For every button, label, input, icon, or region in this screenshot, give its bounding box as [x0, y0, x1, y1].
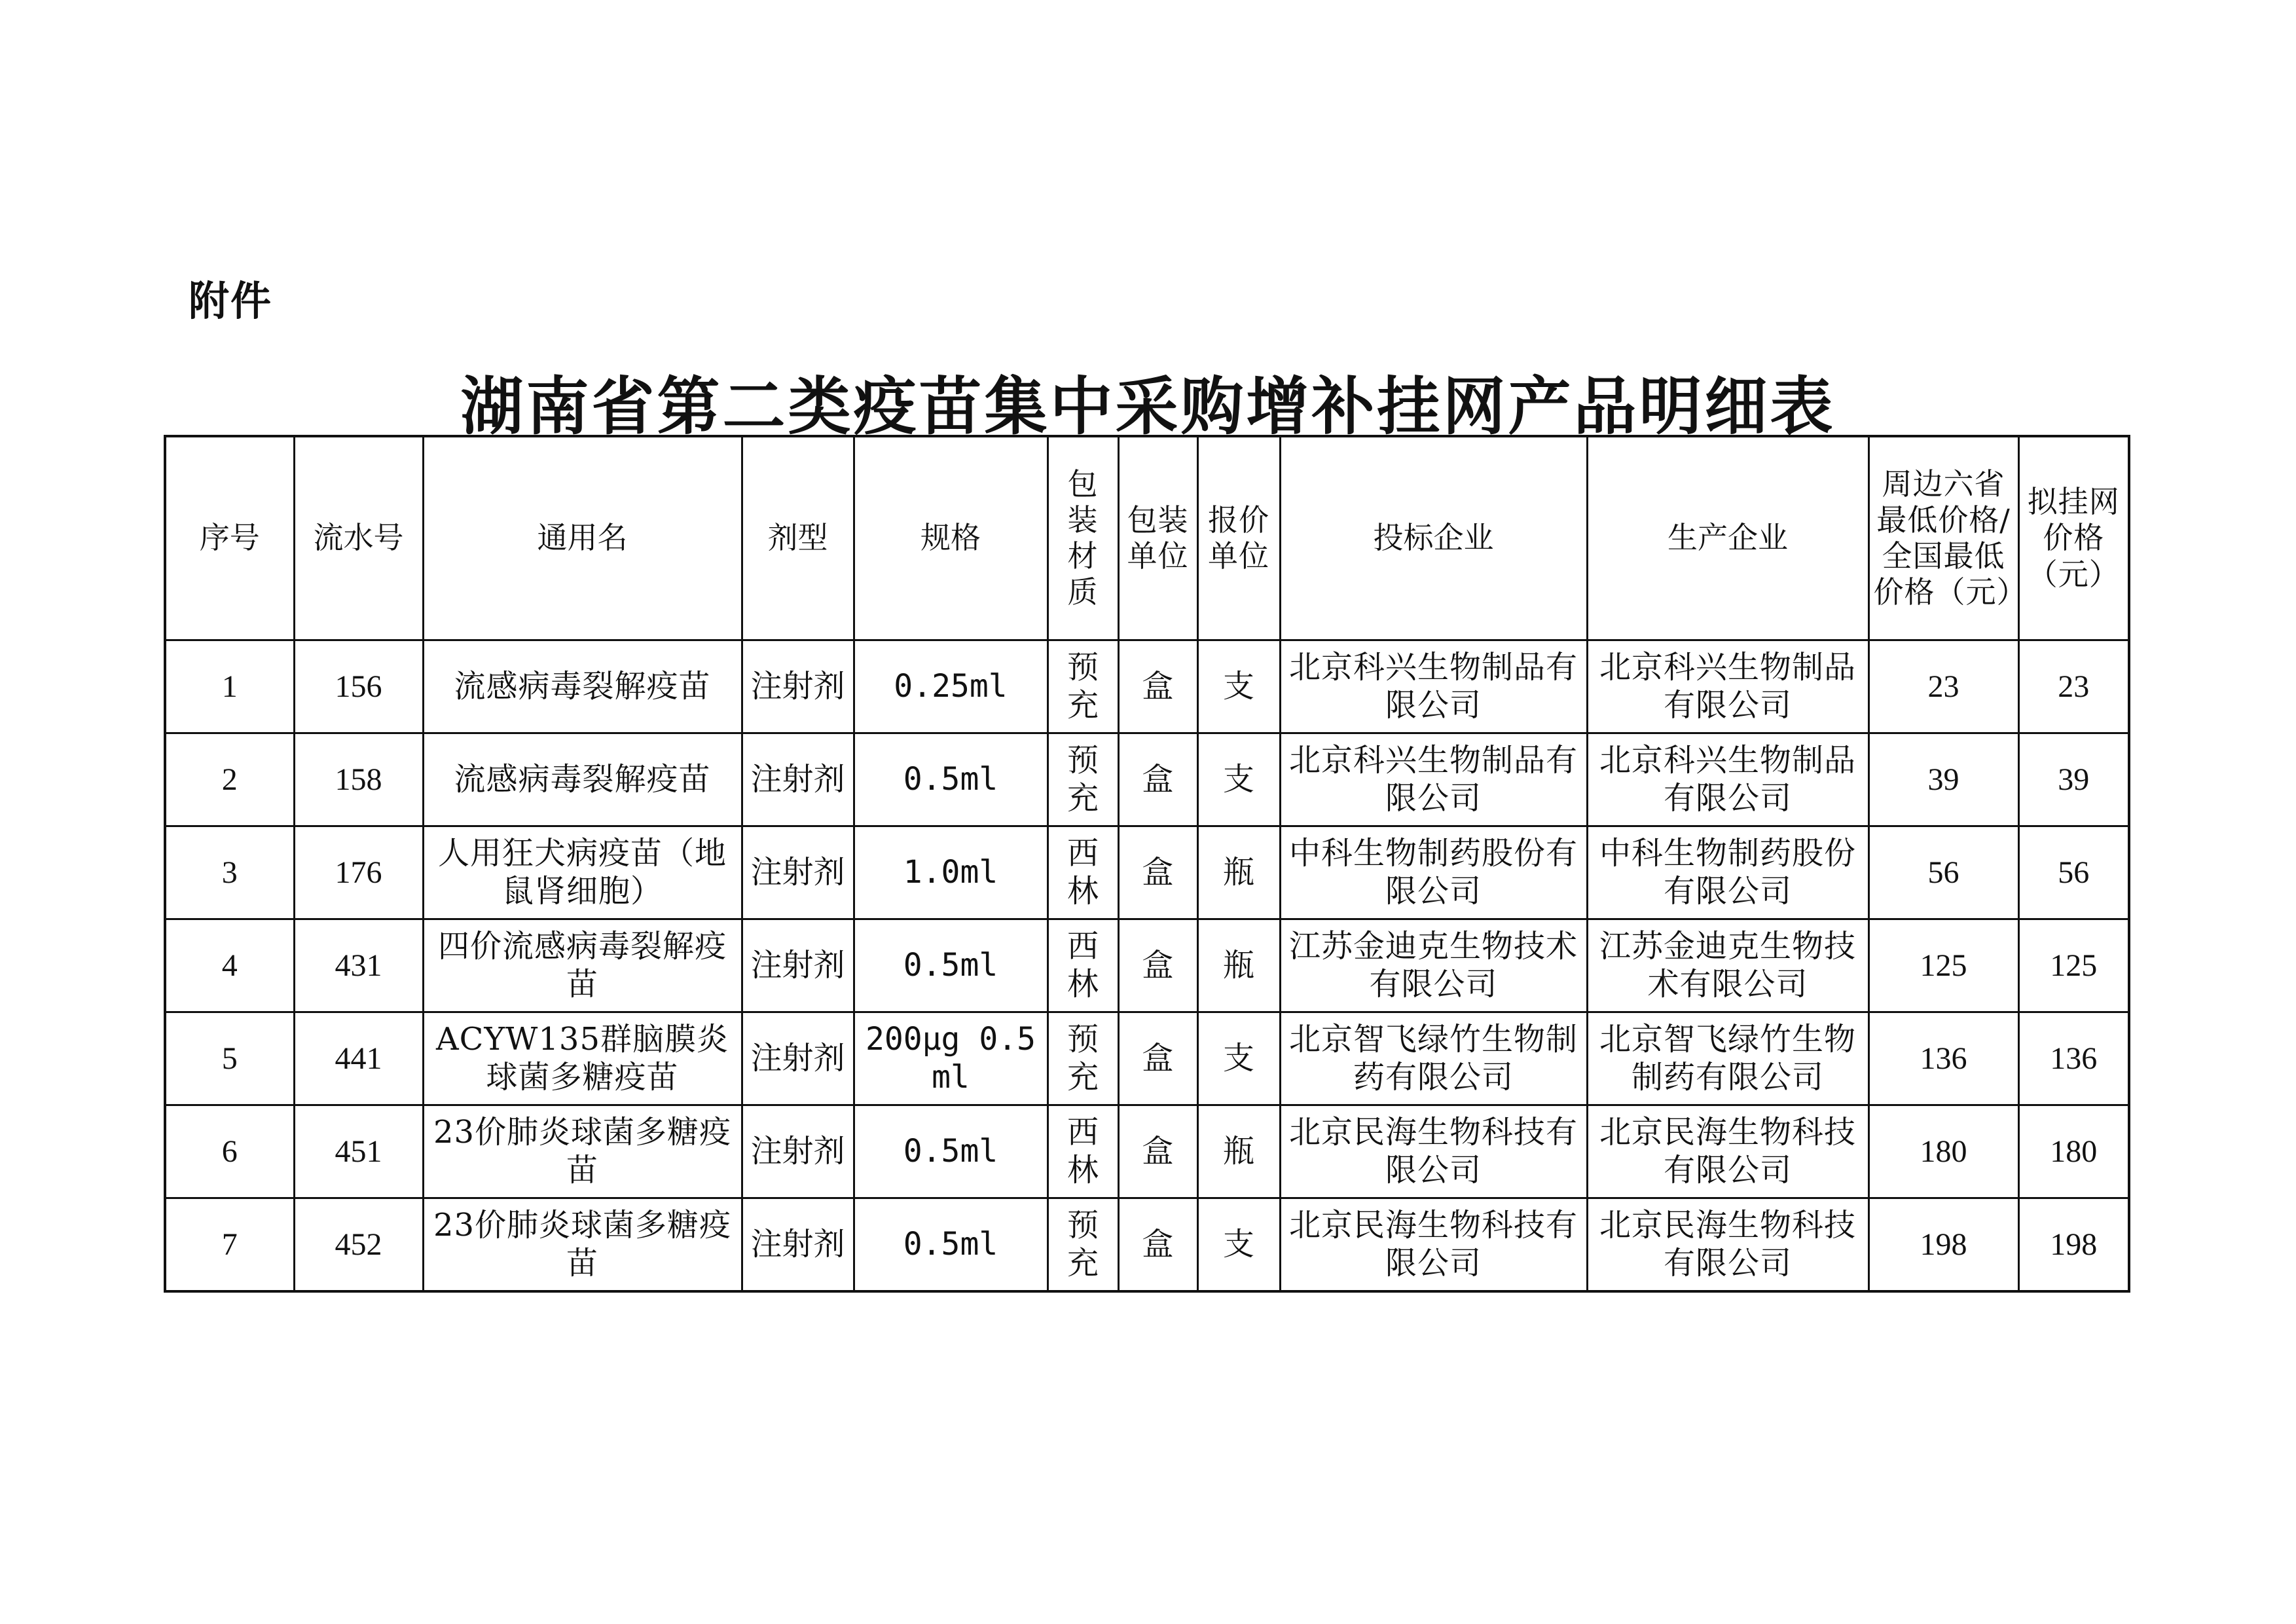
cell-lowest-price: 125 — [1868, 919, 2018, 1012]
table-row — [165, 733, 2129, 826]
cell-packaging-unit: 盒 — [1118, 919, 1197, 1012]
cell-dosage-form: 注射剂 — [742, 1198, 854, 1292]
header-manufacturer: 生产企业 — [1587, 436, 1868, 640]
cell-manufacturer: 北京科兴生物制品有限公司 — [1587, 733, 1868, 826]
cell-proposed-price: 198 — [2018, 1198, 2129, 1292]
cell-lowest-price: 198 — [1868, 1198, 2018, 1292]
cell-serial-number: 441 — [294, 1012, 423, 1105]
header-bidding-company: 投标企业 — [1280, 436, 1587, 640]
cell-serial-number: 451 — [294, 1105, 423, 1198]
cell-packaging-material: 西林 — [1048, 826, 1118, 919]
cell-proposed-price: 39 — [2018, 733, 2129, 826]
cell-bidding-company: 北京科兴生物制品有限公司 — [1280, 733, 1587, 826]
header-dosage-form: 剂型 — [742, 436, 854, 640]
cell-proposed-price: 125 — [2018, 919, 2129, 1012]
cell-manufacturer: 北京民海生物科技有限公司 — [1587, 1198, 1868, 1292]
cell-packaging-material: 预充 — [1048, 733, 1118, 826]
cell-dosage-form: 注射剂 — [742, 919, 854, 1012]
cell-quote-unit: 支 — [1197, 733, 1280, 826]
vaccine-product-table — [164, 435, 2130, 1293]
header-seq: 序号 — [165, 436, 294, 640]
cell-seq: 5 — [165, 1012, 294, 1105]
cell-generic-name: 人用狂犬病疫苗（地鼠肾细胞） — [423, 826, 742, 919]
table-row — [165, 1105, 2129, 1198]
cell-serial-number: 176 — [294, 826, 423, 919]
cell-serial-number: 158 — [294, 733, 423, 826]
cell-quote-unit: 瓶 — [1197, 1105, 1280, 1198]
header-packaging-material: 包装材质 — [1048, 436, 1118, 640]
cell-bidding-company: 江苏金迪克生物技术有限公司 — [1280, 919, 1587, 1012]
cell-manufacturer: 北京民海生物科技有限公司 — [1587, 1105, 1868, 1198]
cell-lowest-price: 23 — [1868, 640, 2018, 733]
table-row — [165, 826, 2129, 919]
attachment-label: 附件 — [189, 277, 273, 325]
cell-lowest-price: 180 — [1868, 1105, 2018, 1198]
cell-bidding-company: 北京民海生物科技有限公司 — [1280, 1198, 1587, 1292]
cell-dosage-form: 注射剂 — [742, 733, 854, 826]
cell-lowest-price: 56 — [1868, 826, 2018, 919]
cell-generic-name: 流感病毒裂解疫苗 — [423, 640, 742, 733]
cell-manufacturer: 江苏金迪克生物技术有限公司 — [1587, 919, 1868, 1012]
cell-bidding-company: 中科生物制药股份有限公司 — [1280, 826, 1587, 919]
header-serial-number: 流水号 — [294, 436, 423, 640]
cell-seq: 4 — [165, 919, 294, 1012]
table-row — [165, 640, 2129, 733]
cell-bidding-company: 北京智飞绿竹生物制药有限公司 — [1280, 1012, 1587, 1105]
cell-serial-number: 156 — [294, 640, 423, 733]
cell-specification: 0.25ml — [854, 640, 1048, 733]
cell-quote-unit: 支 — [1197, 1012, 1280, 1105]
cell-proposed-price: 180 — [2018, 1105, 2129, 1198]
cell-quote-unit: 支 — [1197, 1198, 1280, 1292]
cell-manufacturer: 中科生物制药股份有限公司 — [1587, 826, 1868, 919]
cell-packaging-unit: 盒 — [1118, 1105, 1197, 1198]
cell-specification: 0.5ml — [854, 1105, 1048, 1198]
cell-seq: 1 — [165, 640, 294, 733]
cell-packaging-unit: 盒 — [1118, 826, 1197, 919]
table-row — [165, 1198, 2129, 1292]
cell-bidding-company: 北京民海生物科技有限公司 — [1280, 1105, 1587, 1198]
cell-specification: 200μg 0.5ml — [854, 1012, 1048, 1105]
table-row — [165, 1012, 2129, 1105]
cell-seq: 2 — [165, 733, 294, 826]
cell-packaging-unit: 盒 — [1118, 1012, 1197, 1105]
cell-packaging-material: 西林 — [1048, 1105, 1118, 1198]
cell-quote-unit: 支 — [1197, 640, 1280, 733]
cell-generic-name: 四价流感病毒裂解疫苗 — [423, 919, 742, 1012]
table-row — [165, 919, 2129, 1012]
cell-proposed-price: 136 — [2018, 1012, 2129, 1105]
cell-seq: 6 — [165, 1105, 294, 1198]
table-header-row — [165, 436, 2129, 640]
cell-seq: 7 — [165, 1198, 294, 1292]
header-generic-name: 通用名 — [423, 436, 742, 640]
cell-proposed-price: 23 — [2018, 640, 2129, 733]
cell-packaging-unit: 盒 — [1118, 1198, 1197, 1292]
header-proposed-price: 拟挂网价格（元） — [2018, 436, 2129, 640]
cell-proposed-price: 56 — [2018, 826, 2129, 919]
cell-seq: 3 — [165, 826, 294, 919]
header-specification: 规格 — [854, 436, 1048, 640]
cell-dosage-form: 注射剂 — [742, 640, 854, 733]
cell-packaging-material: 西林 — [1048, 919, 1118, 1012]
cell-dosage-form: 注射剂 — [742, 826, 854, 919]
cell-specification: 0.5ml — [854, 919, 1048, 1012]
cell-generic-name: 23价肺炎球菌多糖疫苗 — [423, 1198, 742, 1292]
cell-packaging-unit: 盒 — [1118, 733, 1197, 826]
cell-specification: 1.0ml — [854, 826, 1048, 919]
cell-packaging-material: 预充 — [1048, 1012, 1118, 1105]
cell-packaging-material: 预充 — [1048, 640, 1118, 733]
header-lowest-price: 周边六省最低价格/全国最低价格（元） — [1868, 436, 2018, 640]
cell-lowest-price: 136 — [1868, 1012, 2018, 1105]
cell-serial-number: 452 — [294, 1198, 423, 1292]
cell-dosage-form: 注射剂 — [742, 1105, 854, 1198]
cell-packaging-material: 预充 — [1048, 1198, 1118, 1292]
cell-dosage-form: 注射剂 — [742, 1012, 854, 1105]
cell-quote-unit: 瓶 — [1197, 919, 1280, 1012]
header-packaging-unit: 包装单位 — [1118, 436, 1197, 640]
cell-quote-unit: 瓶 — [1197, 826, 1280, 919]
cell-specification: 0.5ml — [854, 733, 1048, 826]
cell-bidding-company: 北京科兴生物制品有限公司 — [1280, 640, 1587, 733]
cell-serial-number: 431 — [294, 919, 423, 1012]
cell-generic-name: 流感病毒裂解疫苗 — [423, 733, 742, 826]
cell-packaging-unit: 盒 — [1118, 640, 1197, 733]
cell-generic-name: 23价肺炎球菌多糖疫苗 — [423, 1105, 742, 1198]
document-title: 湖南省第二类疫苗集中采购增补挂网产品明细表 — [460, 369, 1836, 443]
cell-generic-name: ACYW135群脑膜炎球菌多糖疫苗 — [423, 1012, 742, 1105]
cell-specification: 0.5ml — [854, 1198, 1048, 1292]
cell-manufacturer: 北京科兴生物制品有限公司 — [1587, 640, 1868, 733]
header-quote-unit: 报价单位 — [1197, 436, 1280, 640]
cell-lowest-price: 39 — [1868, 733, 2018, 826]
cell-manufacturer: 北京智飞绿竹生物制药有限公司 — [1587, 1012, 1868, 1105]
